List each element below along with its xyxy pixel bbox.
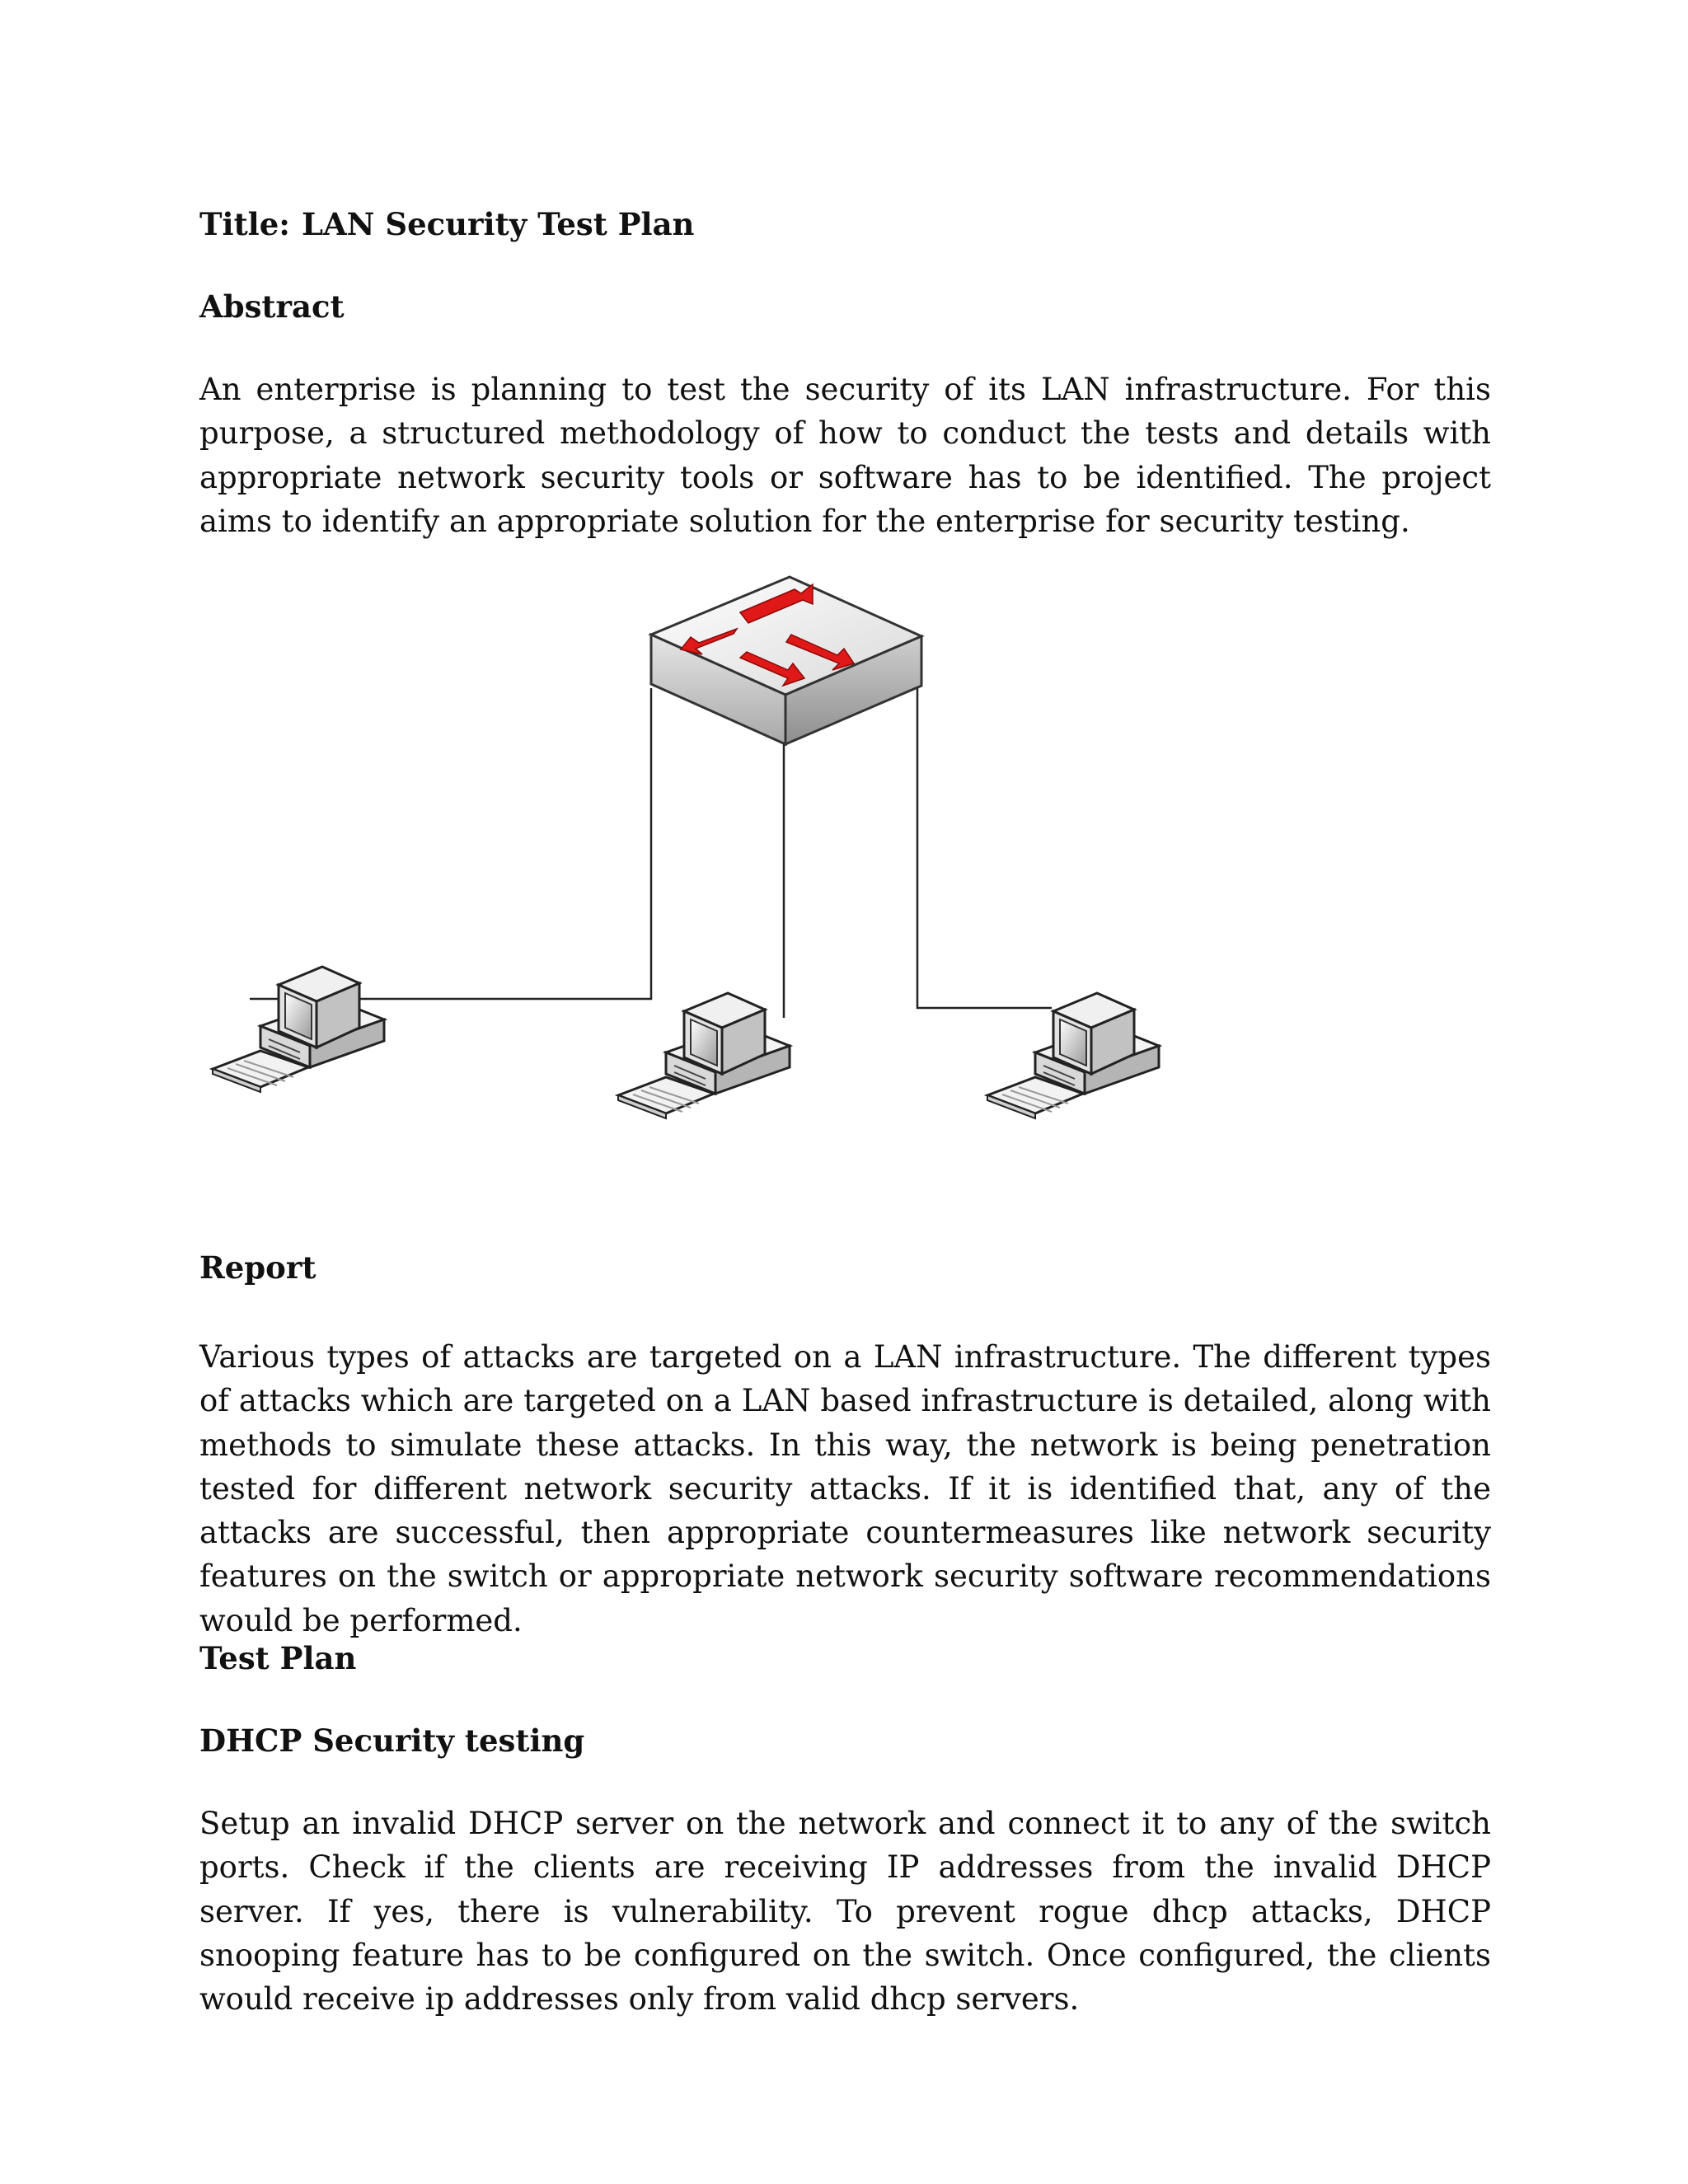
report-heading: Report — [199, 1249, 316, 1286]
dhcp-heading: DHCP Security testing — [199, 1722, 585, 1759]
abstract-heading: Abstract — [199, 288, 345, 325]
test-plan-heading: Test Plan — [199, 1640, 357, 1676]
document-title — [199, 204, 1491, 244]
desktop-computer-icon — [987, 993, 1159, 1118]
desktop-computer-icon — [618, 993, 790, 1118]
desktop-computer-icon — [213, 967, 384, 1092]
network-cables — [250, 688, 1052, 1018]
dhcp-paragraph: Setup an invalid DHCP server on the network and connect it to any of the switch ports. Check if the clients are receiving IP addresses from the invalid DHCP server. If yes, there is vulnerability. To prevent rogue dhcp attacks, DHCP snooping feature has to be configured on the switch. Once configured, the clients would receive ip addresses only from valid dhcp servers. — [199, 1806, 1491, 2018]
report-paragraph: Various types of attacks are targeted on a LAN infrastructure. The different types of attacks which are targeted on a LAN based infrastructure is detailed, along with methods to simulate these attacks. In this way, the network is being penetration tested for different network security attacks. If it is identified that, any of the attacks are successful, then appropriate countermeasures like network security features on the switch or appropriate network security software recommendations would be performed. — [199, 1339, 1491, 1638]
title-label: Title: — [199, 206, 290, 242]
abstract-paragraph: An enterprise is planning to test the security of its LAN infrastructure. For this purpose, a structured methodology of how to conduct the tests and details with appropriate network security tools or software has to be identified. The project aims to identify an appropriate solution for the enterprise for security testing. — [199, 372, 1491, 539]
title-text: LAN Security Test Plan — [301, 206, 695, 242]
network-diagram — [196, 573, 1202, 1133]
network-switch-icon — [651, 577, 921, 744]
